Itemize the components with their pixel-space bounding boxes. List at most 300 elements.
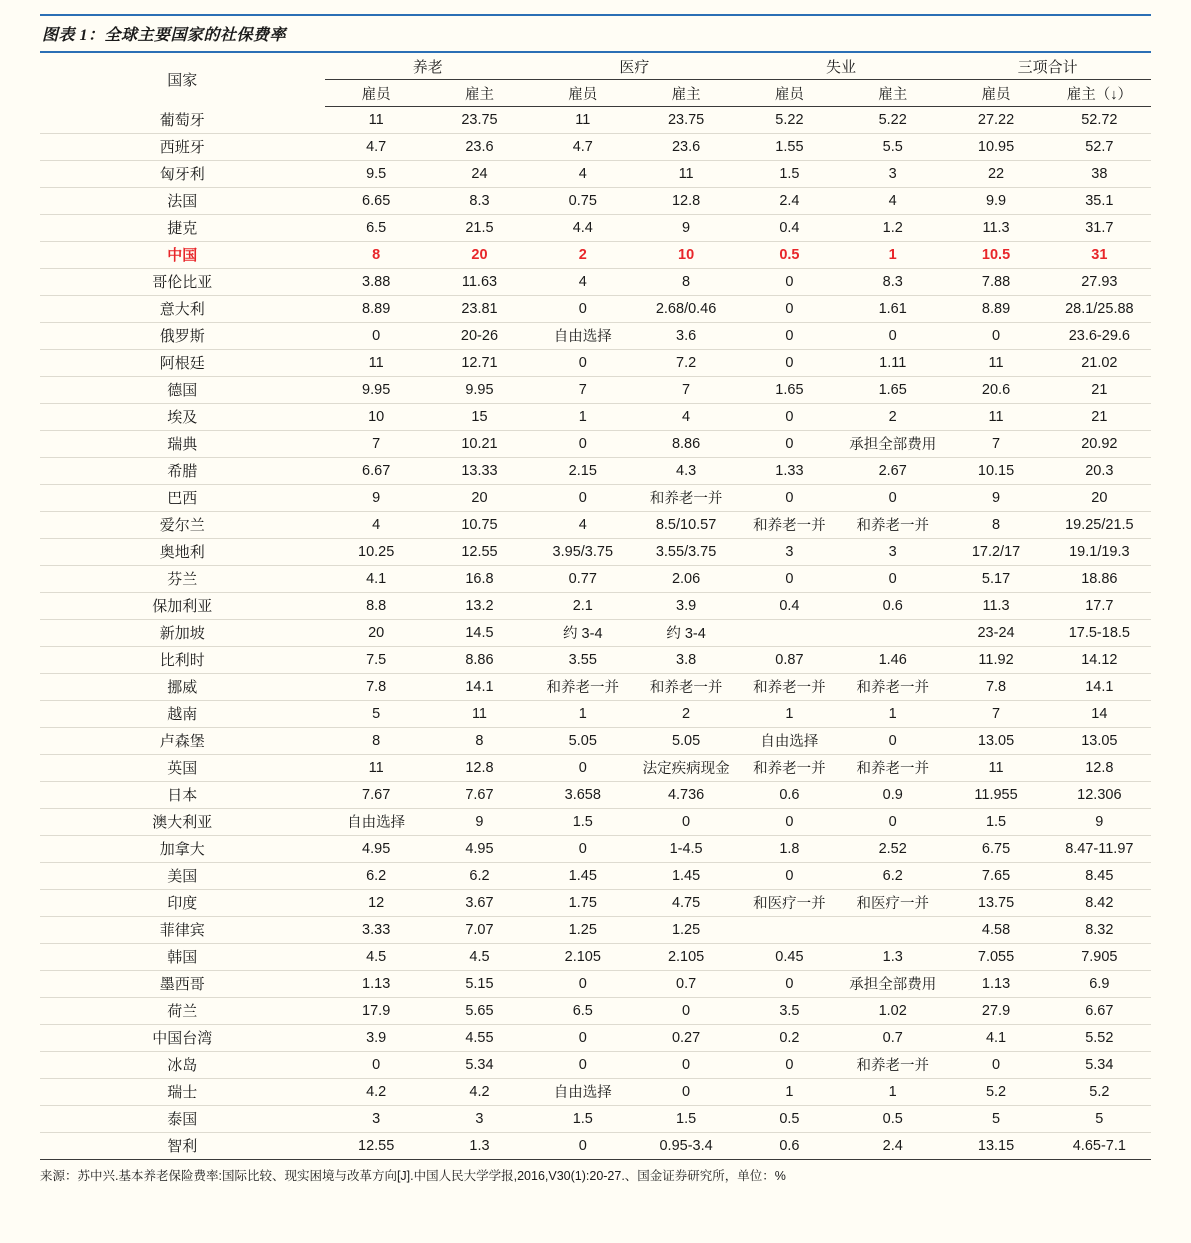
cell-value: 7.67	[325, 781, 428, 808]
cell-value: 11.955	[944, 781, 1047, 808]
cell-country: 捷克	[40, 214, 325, 241]
cell-country: 加拿大	[40, 835, 325, 862]
cell-value: 0.6	[841, 592, 944, 619]
cell-value: 13.15	[944, 1132, 1047, 1159]
cell-value: 3	[738, 538, 841, 565]
column-header-medical-employer: 雇主	[634, 80, 737, 107]
cell-value: 27.93	[1048, 268, 1151, 295]
table-row	[40, 1078, 1151, 1105]
cell-value: 4.2	[428, 1078, 531, 1105]
cell-country: 新加坡	[40, 619, 325, 646]
cell-value: 1	[531, 700, 634, 727]
cell-value	[841, 619, 944, 646]
cell-value: 0	[325, 322, 428, 349]
cell-value: 7	[944, 700, 1047, 727]
cell-value: 15	[428, 403, 531, 430]
cell-country: 巴西	[40, 484, 325, 511]
cell-value: 1-4.5	[634, 835, 737, 862]
cell-value: 1.5	[634, 1105, 737, 1132]
cell-value: 11	[634, 160, 737, 187]
cell-value: 8.8	[325, 592, 428, 619]
cell-value: 自由选择	[531, 1078, 634, 1105]
cell-value: 0	[738, 430, 841, 457]
cell-country: 瑞士	[40, 1078, 325, 1105]
cell-value: 4.1	[944, 1024, 1047, 1051]
cell-value: 1.8	[738, 835, 841, 862]
cell-value: 8.47-11.97	[1048, 835, 1151, 862]
cell-value: 0	[634, 997, 737, 1024]
cell-country: 西班牙	[40, 133, 325, 160]
cell-value: 52.72	[1048, 107, 1151, 134]
cell-value: 0	[738, 322, 841, 349]
cell-value: 1	[841, 1078, 944, 1105]
cell-value: 0	[738, 268, 841, 295]
cell-value: 0.7	[841, 1024, 944, 1051]
cell-value: 3.67	[428, 889, 531, 916]
cell-value: 11.92	[944, 646, 1047, 673]
cell-value: 20	[428, 241, 531, 268]
cell-value: 约 3-4	[634, 619, 737, 646]
cell-value: 5.05	[634, 727, 737, 754]
table-row	[40, 1024, 1151, 1051]
table-row	[40, 943, 1151, 970]
cell-value: 17.2/17	[944, 538, 1047, 565]
cell-country: 印度	[40, 889, 325, 916]
cell-value: 7.055	[944, 943, 1047, 970]
cell-value: 13.05	[944, 727, 1047, 754]
table-row	[40, 484, 1151, 511]
cell-value: 0	[738, 808, 841, 835]
cell-value: 17.7	[1048, 592, 1151, 619]
cell-value: 0	[531, 484, 634, 511]
cell-value: 14.1	[1048, 673, 1151, 700]
cell-value: 5.65	[428, 997, 531, 1024]
cell-country: 阿根廷	[40, 349, 325, 376]
cell-value: 8.89	[325, 295, 428, 322]
table-row	[40, 430, 1151, 457]
cell-value: 4.55	[428, 1024, 531, 1051]
cell-value: 0.5	[738, 241, 841, 268]
cell-value: 0	[531, 295, 634, 322]
cell-value: 1	[738, 1078, 841, 1105]
cell-value: 19.25/21.5	[1048, 511, 1151, 538]
cell-value: 2	[634, 700, 737, 727]
cell-country: 比利时	[40, 646, 325, 673]
cell-value: 6.65	[325, 187, 428, 214]
cell-value: 12	[325, 889, 428, 916]
cell-value: 7.88	[944, 268, 1047, 295]
cell-value: 9.9	[944, 187, 1047, 214]
table-row	[40, 808, 1151, 835]
cell-country: 瑞典	[40, 430, 325, 457]
table-row	[40, 1132, 1151, 1159]
cell-value: 1.45	[634, 862, 737, 889]
cell-value: 11	[944, 349, 1047, 376]
cell-value: 52.7	[1048, 133, 1151, 160]
cell-value: 6.67	[325, 457, 428, 484]
cell-value: 11	[325, 754, 428, 781]
cell-country: 澳大利亚	[40, 808, 325, 835]
cell-value: 19.1/19.3	[1048, 538, 1151, 565]
cell-value: 9	[944, 484, 1047, 511]
cell-value: 5.52	[1048, 1024, 1151, 1051]
cell-value: 31.7	[1048, 214, 1151, 241]
cell-value: 3	[841, 160, 944, 187]
cell-value: 14.1	[428, 673, 531, 700]
cell-value: 1.33	[738, 457, 841, 484]
cell-value: 0.95-3.4	[634, 1132, 737, 1159]
cell-value: 3.9	[634, 592, 737, 619]
cell-value: 7	[325, 430, 428, 457]
cell-value: 和养老一并	[841, 754, 944, 781]
cell-value: 0	[531, 1132, 634, 1159]
cell-value: 0	[738, 1051, 841, 1078]
cell-value: 23-24	[944, 619, 1047, 646]
table-row	[40, 916, 1151, 943]
cell-value: 1.5	[531, 1105, 634, 1132]
cell-value: 4	[841, 187, 944, 214]
cell-value: 0	[841, 727, 944, 754]
cell-value: 10.21	[428, 430, 531, 457]
cell-value: 10.5	[944, 241, 1047, 268]
cell-value: 13.33	[428, 457, 531, 484]
cell-value: 5.34	[1048, 1051, 1151, 1078]
cell-value: 自由选择	[531, 322, 634, 349]
cell-value: 0	[841, 808, 944, 835]
cell-value: 5.2	[944, 1078, 1047, 1105]
cell-value	[738, 916, 841, 943]
cell-value: 9	[1048, 808, 1151, 835]
cell-value: 1.13	[944, 970, 1047, 997]
cell-value: 9	[634, 214, 737, 241]
cell-value: 4.5	[325, 943, 428, 970]
cell-value: 6.67	[1048, 997, 1151, 1024]
cell-country: 卢森堡	[40, 727, 325, 754]
cell-value: 2.105	[531, 943, 634, 970]
cell-value: 12.8	[1048, 754, 1151, 781]
cell-value	[841, 916, 944, 943]
cell-value: 1.46	[841, 646, 944, 673]
table-row	[40, 592, 1151, 619]
cell-value: 0	[531, 1051, 634, 1078]
cell-value: 8	[325, 241, 428, 268]
cell-value: 9.95	[325, 376, 428, 403]
cell-value: 0	[738, 484, 841, 511]
cell-value: 11.63	[428, 268, 531, 295]
cell-value: 0	[841, 322, 944, 349]
cell-value: 0.77	[531, 565, 634, 592]
table-row	[40, 322, 1151, 349]
column-group-total: 三项合计	[944, 53, 1151, 80]
cell-value: 11	[325, 349, 428, 376]
table-row	[40, 187, 1151, 214]
cell-value: 5	[944, 1105, 1047, 1132]
cell-value: 和养老一并	[531, 673, 634, 700]
cell-value: 13.05	[1048, 727, 1151, 754]
cell-value: 5.5	[841, 133, 944, 160]
cell-value: 1.45	[531, 862, 634, 889]
cell-value: 2.06	[634, 565, 737, 592]
cell-value: 0	[738, 403, 841, 430]
cell-country: 英国	[40, 754, 325, 781]
exhibit-title: 图表 1：全球主要国家的社保费率	[42, 27, 287, 44]
cell-value: 27.22	[944, 107, 1047, 134]
cell-country: 墨西哥	[40, 970, 325, 997]
cell-value: 21.02	[1048, 349, 1151, 376]
cell-value: 14.5	[428, 619, 531, 646]
cell-value: 2	[531, 241, 634, 268]
cell-country: 中国	[40, 241, 325, 268]
cell-value: 14.12	[1048, 646, 1151, 673]
cell-value: 1.55	[738, 133, 841, 160]
cell-country: 智利	[40, 1132, 325, 1159]
column-header-pension-employer: 雇主	[428, 80, 531, 107]
cell-value: 0.5	[738, 1105, 841, 1132]
cell-value: 20	[325, 619, 428, 646]
cell-value: 6.2	[841, 862, 944, 889]
cell-value: 6.5	[531, 997, 634, 1024]
cell-value: 5.15	[428, 970, 531, 997]
cell-value: 8	[325, 727, 428, 754]
cell-value: 0.7	[634, 970, 737, 997]
cell-value: 自由选择	[325, 808, 428, 835]
cell-value: 8	[428, 727, 531, 754]
cell-value: 0	[841, 565, 944, 592]
cell-value: 0	[738, 862, 841, 889]
cell-value: 0.2	[738, 1024, 841, 1051]
cell-value: 2.4	[841, 1132, 944, 1159]
cell-country: 保加利亚	[40, 592, 325, 619]
cell-value: 4.95	[428, 835, 531, 862]
cell-value: 18.86	[1048, 565, 1151, 592]
cell-value: 1.65	[841, 376, 944, 403]
cell-value: 12.55	[325, 1132, 428, 1159]
cell-value: 8.86	[428, 646, 531, 673]
cell-country: 菲律宾	[40, 916, 325, 943]
table-row	[40, 646, 1151, 673]
cell-country: 韩国	[40, 943, 325, 970]
cell-value: 3	[325, 1105, 428, 1132]
cell-value: 1	[841, 241, 944, 268]
column-header-country: 国家	[167, 72, 198, 90]
cell-value: 10.95	[944, 133, 1047, 160]
cell-value: 27.9	[944, 997, 1047, 1024]
cell-value: 1.3	[428, 1132, 531, 1159]
cell-value: 4.1	[325, 565, 428, 592]
cell-value: 4.58	[944, 916, 1047, 943]
cell-value: 35.1	[1048, 187, 1151, 214]
cell-value: 0	[738, 565, 841, 592]
cell-value: 23.6	[428, 133, 531, 160]
column-header-total-employer-sorted: 雇主（↓）	[1048, 80, 1151, 107]
cell-value: 0	[531, 349, 634, 376]
cell-value: 7.8	[325, 673, 428, 700]
cell-value: 23.6-29.6	[1048, 322, 1151, 349]
cell-value: 9	[325, 484, 428, 511]
cell-value: 0.9	[841, 781, 944, 808]
cell-value: 20.6	[944, 376, 1047, 403]
cell-value: 12.8	[634, 187, 737, 214]
table-row	[40, 241, 1151, 268]
cell-value: 11.3	[944, 214, 1047, 241]
cell-value: 1.5	[738, 160, 841, 187]
column-header-medical-employee: 雇员	[531, 80, 634, 107]
cell-value: 约 3-4	[531, 619, 634, 646]
cell-value: 和养老一并	[634, 484, 737, 511]
cell-value: 31	[1048, 241, 1151, 268]
cell-country: 中国台湾	[40, 1024, 325, 1051]
cell-value: 23.75	[428, 107, 531, 134]
cell-value: 12.8	[428, 754, 531, 781]
cell-value: 1.25	[531, 916, 634, 943]
cell-value: 4.95	[325, 835, 428, 862]
cell-value: 5	[325, 700, 428, 727]
cell-value: 3.88	[325, 268, 428, 295]
cell-value: 2.4	[738, 187, 841, 214]
table-row	[40, 376, 1151, 403]
cell-value: 5.22	[841, 107, 944, 134]
cell-value: 1.3	[841, 943, 944, 970]
cell-value: 4.75	[634, 889, 737, 916]
table-row	[40, 889, 1151, 916]
cell-value: 10.25	[325, 538, 428, 565]
cell-value: 3.5	[738, 997, 841, 1024]
cell-value: 0	[531, 430, 634, 457]
cell-value: 4.3	[634, 457, 737, 484]
cell-value: 0.87	[738, 646, 841, 673]
cell-value: 4	[531, 160, 634, 187]
table-row	[40, 295, 1151, 322]
cell-value: 20	[428, 484, 531, 511]
cell-value: 0.27	[634, 1024, 737, 1051]
cell-value: 11	[428, 700, 531, 727]
cell-value: 2.52	[841, 835, 944, 862]
cell-value: 1.5	[531, 808, 634, 835]
cell-value: 1.65	[738, 376, 841, 403]
cell-country: 美国	[40, 862, 325, 889]
cell-value: 10.15	[944, 457, 1047, 484]
cell-country: 芬兰	[40, 565, 325, 592]
cell-value	[738, 619, 841, 646]
cell-value: 24	[428, 160, 531, 187]
cell-value: 4.736	[634, 781, 737, 808]
exhibit-page	[0, 14, 1191, 1243]
cell-value: 23.6	[634, 133, 737, 160]
table-row	[40, 862, 1151, 889]
cell-value: 0.75	[531, 187, 634, 214]
cell-value: 7	[944, 430, 1047, 457]
cell-value: 6.75	[944, 835, 1047, 862]
table-row	[40, 268, 1151, 295]
cell-value: 14	[1048, 700, 1151, 727]
cell-value: 17.9	[325, 997, 428, 1024]
cell-value: 和养老一并	[634, 673, 737, 700]
cell-value: 0.6	[738, 781, 841, 808]
cell-value: 0	[738, 295, 841, 322]
cell-value: 4.5	[428, 943, 531, 970]
cell-country: 冰岛	[40, 1051, 325, 1078]
cell-value: 1.25	[634, 916, 737, 943]
cell-value: 1	[531, 403, 634, 430]
cell-value: 7.07	[428, 916, 531, 943]
cell-value: 1.5	[944, 808, 1047, 835]
cell-value: 3.95/3.75	[531, 538, 634, 565]
cell-value: 6.2	[325, 862, 428, 889]
cell-value: 38	[1048, 160, 1151, 187]
cell-value: 0	[944, 1051, 1047, 1078]
cell-value: 5.17	[944, 565, 1047, 592]
cell-value: 7.67	[428, 781, 531, 808]
cell-country: 意大利	[40, 295, 325, 322]
cell-value: 3.658	[531, 781, 634, 808]
table-row	[40, 107, 1151, 134]
cell-value: 和养老一并	[841, 511, 944, 538]
cell-value: 0	[531, 1024, 634, 1051]
cell-value: 28.1/25.88	[1048, 295, 1151, 322]
cell-value: 11	[944, 754, 1047, 781]
cell-value: 12.306	[1048, 781, 1151, 808]
cell-value: 和养老一并	[738, 673, 841, 700]
cell-value: 10.75	[428, 511, 531, 538]
cell-value: 8.32	[1048, 916, 1151, 943]
cell-value: 4.4	[531, 214, 634, 241]
cell-value: 0	[738, 970, 841, 997]
cell-value: 8.45	[1048, 862, 1151, 889]
cell-value: 11	[944, 403, 1047, 430]
cell-value: 21.5	[428, 214, 531, 241]
table-row	[40, 538, 1151, 565]
cell-value: 1	[738, 700, 841, 727]
cell-value: 21	[1048, 376, 1151, 403]
cell-value: 8.42	[1048, 889, 1151, 916]
cell-value: 承担全部费用	[841, 970, 944, 997]
cell-value: 9.95	[428, 376, 531, 403]
cell-value: 21	[1048, 403, 1151, 430]
cell-value: 7.5	[325, 646, 428, 673]
cell-country: 越南	[40, 700, 325, 727]
cell-value: 22	[944, 160, 1047, 187]
cell-value: 0.4	[738, 214, 841, 241]
cell-value: 0	[325, 1051, 428, 1078]
cell-value: 法定疾病现金	[634, 754, 737, 781]
cell-value: 2	[841, 403, 944, 430]
cell-value: 1.2	[841, 214, 944, 241]
cell-value: 0.6	[738, 1132, 841, 1159]
cell-value: 0	[738, 349, 841, 376]
cell-value: 11	[531, 107, 634, 134]
cell-value: 0	[531, 970, 634, 997]
cell-value: 3	[428, 1105, 531, 1132]
cell-country: 葡萄牙	[40, 107, 325, 134]
table-body	[40, 107, 1151, 1160]
cell-value: 3.8	[634, 646, 737, 673]
cell-value: 9	[428, 808, 531, 835]
cell-value: 0	[634, 1051, 737, 1078]
cell-value: 3.9	[325, 1024, 428, 1051]
cell-value: 和养老一并	[841, 1051, 944, 1078]
table-row	[40, 970, 1151, 997]
cell-value: 6.9	[1048, 970, 1151, 997]
table-row	[40, 403, 1151, 430]
cell-country: 荷兰	[40, 997, 325, 1024]
table-row	[40, 997, 1151, 1024]
table-row	[40, 754, 1151, 781]
cell-country: 爱尔兰	[40, 511, 325, 538]
cell-value: 4.2	[325, 1078, 428, 1105]
cell-value: 0.45	[738, 943, 841, 970]
cell-value: 8.3	[428, 187, 531, 214]
cell-value: 4.65-7.1	[1048, 1132, 1151, 1159]
